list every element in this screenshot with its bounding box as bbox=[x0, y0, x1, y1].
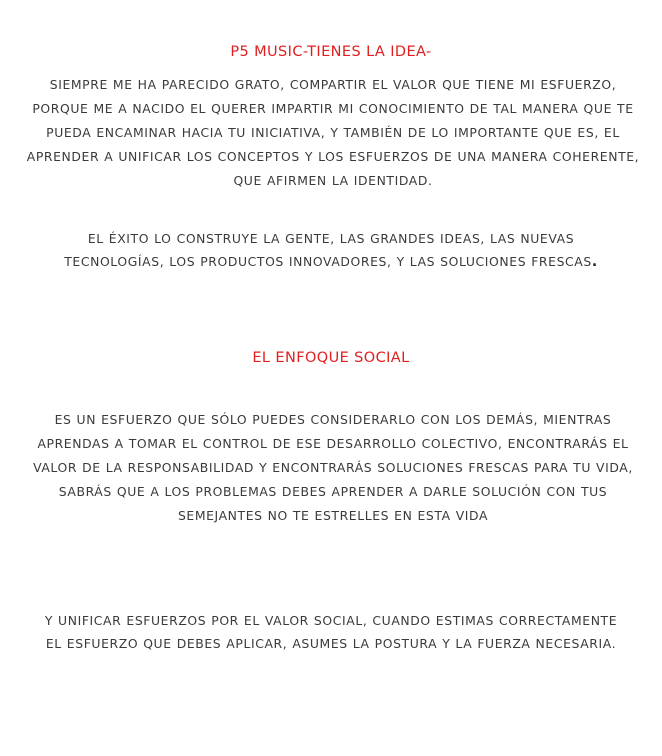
success-quote-text: EL ÉXITO LO CONSTRUYE LA GENTE, LAS GRANDES IDEAS, LAS NUEVAS TECNOLOGÍAS, LOS PRODUCTOS INNOVADORES, Y LAS SOLUCIONES FRESCAS bbox=[64, 231, 592, 269]
intro-paragraph: SIEMPRE ME HA PARECIDO GRATO, COMPARTIR EL VALOR QUE TIENE MI ESFUERZO, PORQUE ME A NACIDO EL QUERER IMPARTIR MI CONOCIMIENTO DE TAL MANERA QUE TE PUEDA ENCAMINAR HACIA TU INICIATIVA, Y TAMBIÉN DE LO IMPORTANTE QUE ES, EL APRENDER A UNIFICAR LOS CONCEPTOS Y LOS ESFUERZOS DE UNA MANERA COHERENTE, QUE AFIRMEN LA IDENTIDAD. bbox=[26, 77, 640, 188]
section-title-idea: P5 MUSIC-TIENES LA IDEA- bbox=[230, 44, 432, 60]
social-paragraph: ES UN ESFUERZO QUE SÓLO PUEDES CONSIDERARLO CON LOS DEMÁS, MIENTRAS APRENDAS A TOMAR EL CONTROL DE ESE DESARROLLO COLECTIVO, ENCONTRARÁS EL VALOR DE LA RESPONSABILIDAD Y ENCONTRARÁS SOLUCIONES FRESCAS PARA TU VIDA, SABRÁS QUE A LOS PROBLEMAS DEBES APRENDER A DARLE SOLUCIÓN CON TUS SEMEJANTES NO TE ESTRELLES EN ESTA VIDA bbox=[33, 412, 633, 523]
closing-paragraph: Y UNIFICAR ESFUERZOS POR EL VALOR SOCIAL, CUANDO ESTIMAS CORRECTAMENTE EL ESFUERZO QUE DEBES APLICAR, ASUMES LA POSTURA Y LA FUERZA NECESARIA. bbox=[44, 613, 618, 651]
success-quote-period: . bbox=[591, 254, 598, 270]
section-title-social: EL ENFOQUE SOCIAL bbox=[252, 350, 410, 366]
success-quote bbox=[40, 227, 622, 274]
